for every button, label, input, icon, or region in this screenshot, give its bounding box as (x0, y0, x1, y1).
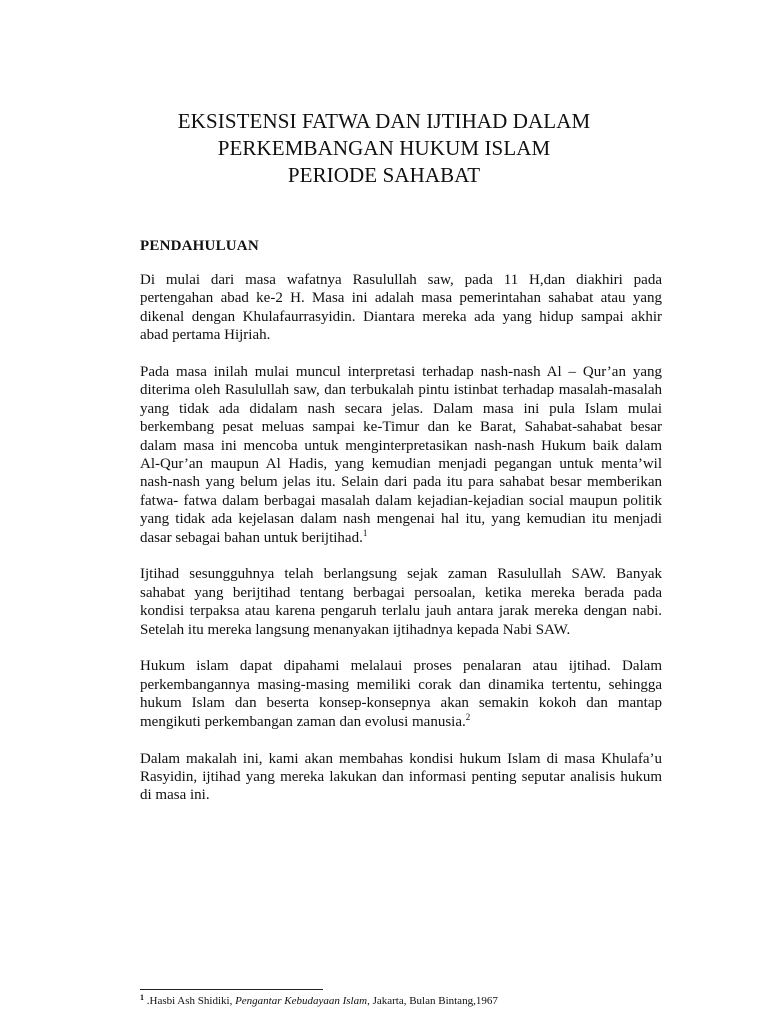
text-line: diterima oleh Rasulullah saw, dan terbukalah pintu istinbat terhadap masalah-masalah (140, 382, 662, 399)
footnote-ref-1[interactable]: 1 (362, 527, 368, 538)
text-line: di masa ini. (140, 787, 210, 804)
text-line: hukum Islam dan beserta konsep-konsepnya akan semakin kokoh dan mantap (140, 695, 662, 712)
footnote-ref-2[interactable]: 2 (465, 711, 471, 722)
text-line: Rasyidin, ijtihad yang mereka lakukan dan informasi penting seputar analisis hukum (140, 768, 662, 785)
text-line: dalam masa ini mencoba untuk menginterpretasikan nash-nash Hukum baik dalam (140, 437, 662, 454)
text-line: Dalam makalah ini, kami akan membahas kondisi hukum Islam di masa Khulafa’u (140, 750, 662, 767)
text-line: Al-Qur’an maupun Al Hadis, yang kemudian menjadi pegangan untuk menta’wil (140, 456, 662, 473)
section-heading: PENDAHULUAN (140, 238, 259, 254)
footnote-prefix: .Hasbi Ash Shidiki, (146, 995, 236, 1007)
text-line: berkembang pesat meluas sampai ke-Timur dan ke Barat, Sahabat-sahabat besar (140, 419, 662, 436)
text-line: dasar sebagai bahan untuk berijtihad. (140, 529, 363, 546)
paragraph-5 (140, 750, 662, 805)
body-text (140, 271, 662, 823)
text-line: pertengahan abad ke-2 H. Masa ini adalah masa pemerintahan sahabat atau yang (140, 290, 662, 307)
footnote-suffix: , Jakarta, Bulan Bintang,1967 (367, 995, 498, 1007)
text-line: Di mulai dari masa wafatnya Rasulullah saw, pada 11 H,dan diakhiri pada (140, 272, 662, 288)
text-line-with-ref (140, 713, 662, 731)
text-line-with-ref (140, 529, 662, 547)
footnote (140, 994, 498, 1008)
text-line: Ijtihad sesungguhnya telah berlangsung sejak zaman Rasulullah SAW. Banyak (140, 566, 662, 583)
paragraph-3 (140, 565, 662, 639)
text-line: Setelah itu mereka langsung menanyakan ijtihadnya kepada Nabi SAW. (140, 621, 571, 638)
text-line: sahabat yang berijtihad tentang berbagai persoalan, ketika mereka berada pada (140, 584, 662, 601)
text-line: Pada masa inilah mulai muncul interpretasi terhadap nash-nash Al – Qur’an yang (140, 364, 662, 381)
text-line: yang tidak ada didalam nash secara jelas. Dalam masa ini pula Islam mulai (140, 400, 662, 417)
text-line: mengikuti perkembangan zaman dan evolusi manusia. (140, 713, 466, 730)
footnote-divider (140, 989, 323, 990)
title-line-3: PERIODE SAHABAT (287, 163, 481, 187)
text-line: kondisi terpaksa atau karena pengaruh terlalu jauh antara jarak mereka dengan nabi. (140, 603, 662, 620)
text-line: abad pertama Hijriah. (140, 327, 271, 344)
footnote-book-title: Pengantar Kebudayaan Islam (235, 995, 368, 1007)
text-line: fatwa- fatwa dalam berbagai masalah dalam kejadian-kejadian social maupun politik (140, 492, 662, 509)
text-line: nash-nash yang belum jelas itu. Selain dari pada itu para sahabat besar memberikan (140, 474, 662, 491)
title-line-2: PERKEMBANGAN HUKUM ISLAM (217, 136, 551, 160)
footnote-marker: 1 (140, 993, 144, 1002)
text-line: perkembangannya masing-masing memiliki corak dan dinamika tertentu, sehingga (140, 676, 662, 693)
document-title (0, 108, 768, 189)
paragraph-2 (140, 363, 662, 547)
text-line: dikenal dengan Khulafaurrasyidin. Diantara mereka ada yang hidup sampai akhir (140, 308, 662, 325)
title-line-1: EKSISTENSI FATWA DAN IJTIHAD DALAM (177, 109, 591, 133)
paragraph-1 (140, 271, 662, 345)
text-line: Hukum islam dapat dipahami melalaui proses penalaran atau ijtihad. Dalam (140, 658, 662, 675)
text-line: yang tidak ada kejelasan dalam nash mengenai hal itu, yang kemudian itu menjadi (140, 511, 662, 528)
paragraph-4 (140, 657, 662, 731)
